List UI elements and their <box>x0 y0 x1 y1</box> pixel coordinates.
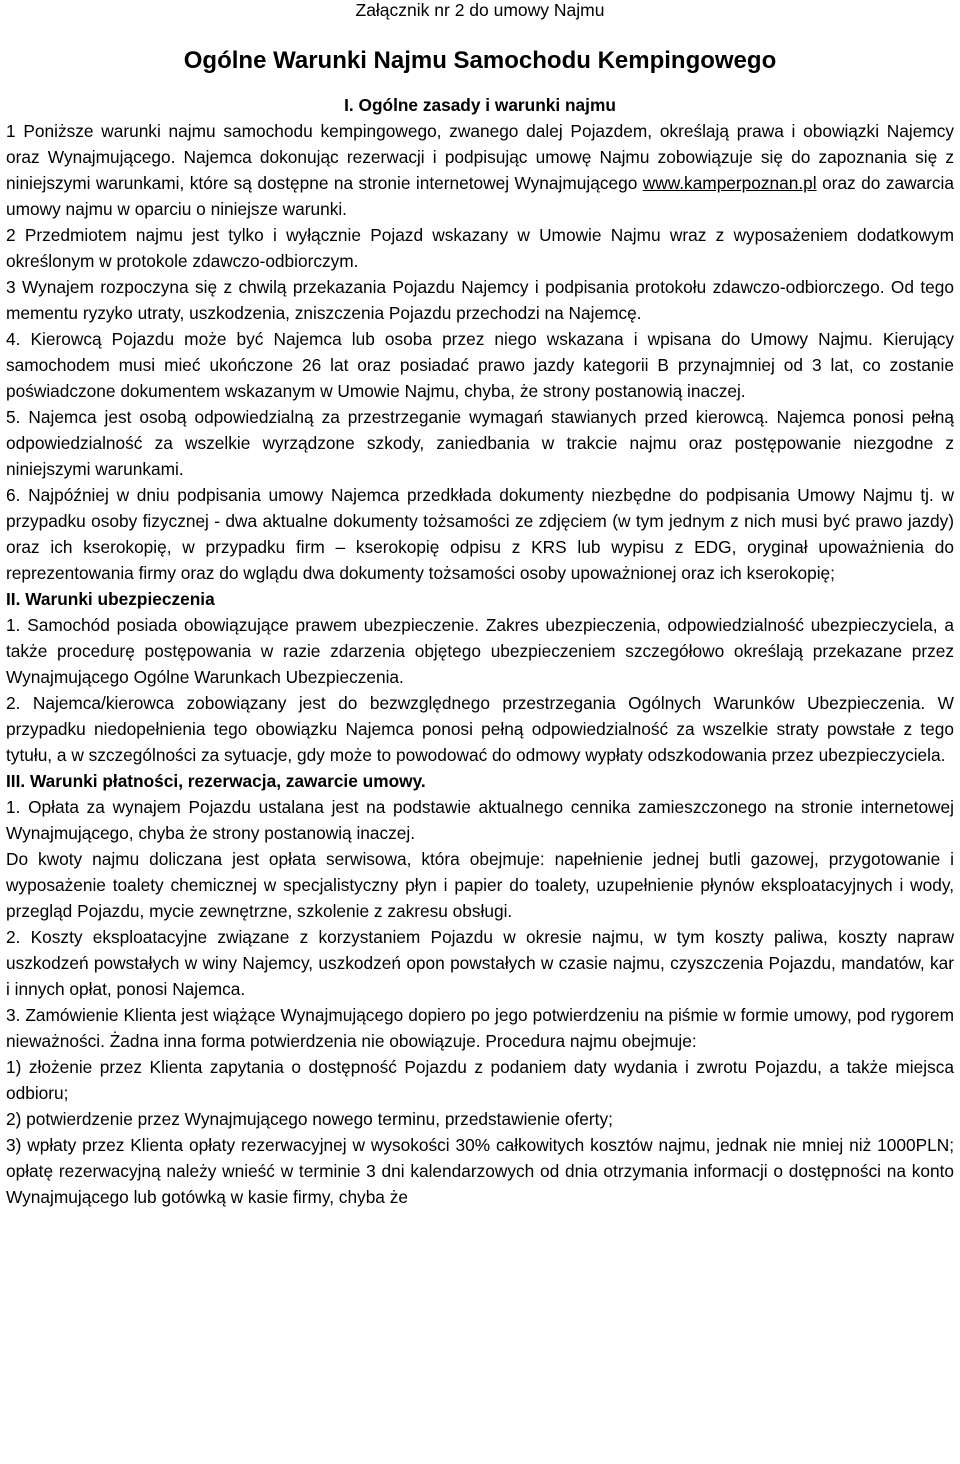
section-1-paragraph-1 <box>6 118 954 222</box>
section-1-paragraph-3: 3 Wynajem rozpoczyna się z chwilą przekazania Pojazdu Najemcy i podpisania protokołu zdawczo-odbiorczego. Od tego mementu ryzyko utraty, uszkodzenia, zniszczenia Pojazdu przechodzi na Najemcę. <box>6 277 954 323</box>
procedure-item-1: 1) złożenie przez Klienta zapytania o dostępność Pojazdu z podaniem daty wydania i zwrotu Pojazdu, a także miejsca odbioru; <box>6 1057 954 1103</box>
section-3-paragraph-1: 1. Opłata za wynajem Pojazdu ustalana jest na podstawie aktualnego cennika zamieszczonego na stronie internetowej Wynajmującego, chyba że strony postanowią inaczej. <box>6 797 954 843</box>
section-3-paragraph-1b: Do kwoty najmu doliczana jest opłata serwisowa, która obejmuje: napełnienie jednej butli gazowej, przygotowanie i wyposażenie toalety chemicznej w specjalistyczny płyn i papier do toalety, uzupełnienie płynów eksploatacyjnych i wody, przegląd Pojazdu, mycie zewnętrzne, szkolenie z zakresu obsługi. <box>6 849 954 921</box>
document-title: Ogólne Warunki Najmu Samochodu Kempingowego <box>183 47 777 74</box>
section-1-paragraph-5: 5. Najemca jest osobą odpowiedzialną za przestrzeganie wymagań stawianych przed kierowcą. Najemca ponosi pełną odpowiedzialność za wszelkie wyrządzone szkody, zaniedbania w trakcie najmu oraz postępowanie niezgodne z niniejszymi warunkami. <box>6 407 954 479</box>
section-3-paragraph-2: 2. Koszty eksploatacyjne związane z korzystaniem Pojazdu w okresie najmu, w tym koszty paliwa, koszty napraw uszkodzeń powstałych w winy Najemcy, uszkodzeń opon powstałych w czasie najmu, czyszczenia Pojazdu, mandatów, kar i innych opłat, ponosi Najemca. <box>6 927 954 999</box>
section-2-paragraph-2: 2. Najemca/kierowca zobowiązany jest do bezwzględnego przestrzegania Ogólnych Warunków Ubezpieczenia. W przypadku niedopełnienia tego obowiązku Najemca ponosi pełną odpowiedzialność za wszelkie straty powstałe z tego tytułu, a w szczególności za sytuacje, gdy może to powodować do odmowy wypłaty odszkodowania przez ubezpieczyciela. <box>6 693 954 765</box>
section-1-paragraph-4: 4. Kierowcą Pojazdu może być Najemca lub osoba przez niego wskazana i wpisana do Umowy Najmu. Kierujący samochodem musi mieć ukończone 26 lat oraz posiadać prawo jazdy kategorii B przynajmniej od 3 lat, co zostanie poświadczone dokumentem wskazanym w Umowie Najmu, chyba, że strony postanowią inaczej. <box>6 329 954 401</box>
section-2-paragraph-1: 1. Samochód posiada obowiązujące prawem ubezpieczenie. Zakres ubezpieczenia, odpowiedzialność ubezpieczyciela, a także procedurę postępowania w razie zdarzenia objętego ubezpieczeniem szczegółowo określają przekazane przez Wynajmującego Ogólne Warunkach Ubezpieczenia. <box>6 615 954 687</box>
section-1-paragraph-6: 6. Najpóźniej w dniu podpisania umowy Najemca przedkłada dokumenty niezbędne do podpisania Umowy Najmu tj. w przypadku osoby fizycznej - dwa aktualne dokumenty tożsamości ze zdjęciem (w tym jednym z nich musi być prawo jazdy) oraz ich kserokopię, w przypadku firm – kserokopię odpisu z KRS lub wypisu z EDG, oryginał upoważnienia do reprezentowania firmy oraz do wglądu dwa dokumenty tożsamości osoby upoważnionej oraz ich kserokopię; <box>6 485 954 583</box>
section-2-heading: II. Warunki ubezpieczenia <box>6 589 215 609</box>
section-3-heading: III. Warunki płatności, rezerwacja, zawarcie umowy. <box>6 771 426 791</box>
annex-label: Załącznik nr 2 do umowy Najmu <box>355 0 605 20</box>
section-1-p1-text-before: 1 Poniższe warunki najmu samochodu kempingowego, zwanego dalej Pojazdem, określają prawa i obowiązki Najemcy oraz Wynajmującego. Najemca dokonując rezerwacji i podpisując umowę Najmu zobowiązuje się do zapoznania się z niniejszymi warunkami, które są dostępne na stronie internetowej Wynajmującego <box>6 121 954 193</box>
section-3-paragraph-3: 3. Zamówienie Klienta jest wiążące Wynajmującego dopiero po jego potwierdzeniu na piśmie w formie umowy, pod rygorem nieważności. Żadna inna forma potwierdzenia nie obowiązuje. Procedura najmu obejmuje: <box>6 1005 954 1051</box>
procedure-item-3: 3) wpłaty przez Klienta opłaty rezerwacyjnej w wysokości 30% całkowitych kosztów najmu, jednak nie mniej niż 1000PLN; opłatę rezerwacyjną należy wnieść w terminie 3 dni kalendarzowych od dnia otrzymania informacji o dostępności na konto Wynajmującego lub gotówką w kasie firmy, chyba że <box>6 1135 954 1207</box>
procedure-item-2: 2) potwierdzenie przez Wynajmującego nowego terminu, przedstawienie oferty; <box>6 1109 613 1129</box>
section-1-paragraph-2: 2 Przedmiotem najmu jest tylko i wyłącznie Pojazd wskazany w Umowie Najmu wraz z wyposażeniem dodatkowym określonym w protokole zdawczo-odbiorczym. <box>6 225 954 271</box>
section-1-p1-text-after: oraz do zawarcia umowy najmu w oparciu o niniejsze warunki. <box>6 173 955 219</box>
website-link[interactable]: www.kamperpoznan.pl <box>642 173 817 193</box>
section-1-heading: I. Ogólne zasady i warunki najmu <box>344 95 616 115</box>
document-body <box>6 92 954 1210</box>
